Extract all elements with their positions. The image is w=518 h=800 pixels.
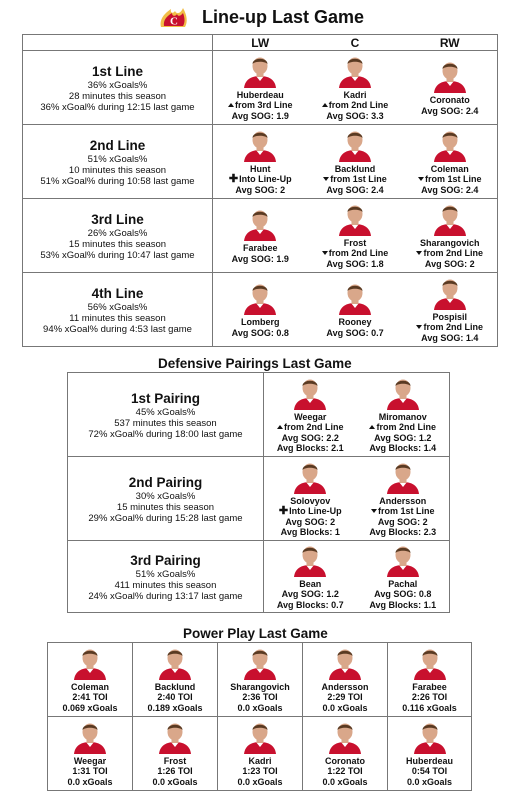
lineup-header-blank — [23, 35, 213, 51]
player-headshot-icon — [336, 128, 374, 162]
player-name: Weegar — [73, 755, 107, 766]
player-sog: Avg SOG: 1.2 — [281, 589, 339, 600]
unit-title: 2nd Line — [89, 137, 146, 153]
player-headshot-icon — [291, 543, 329, 577]
player-name: Sharangovich — [419, 237, 480, 248]
player-headshot-icon — [291, 376, 329, 410]
player-xgoals: 0.0 xGoals — [406, 776, 453, 787]
player-card — [308, 199, 403, 273]
player-card — [357, 457, 450, 541]
player-change-text: Into Line-Up — [239, 174, 292, 185]
player-name: Lomberg — [240, 317, 280, 327]
player-card — [264, 541, 357, 613]
player-name: Miromanov — [378, 411, 427, 422]
player-change-text: from 2nd Line — [423, 248, 483, 259]
arrow-up-icon — [228, 103, 234, 107]
line-label — [23, 51, 213, 125]
player-toi: 2:26 TOI — [411, 692, 448, 703]
player-sog: Avg SOG: 2.4 — [326, 184, 384, 195]
arrow-down-icon — [323, 177, 329, 181]
player-sog: Avg SOG: 0.7 — [326, 327, 384, 338]
player-card — [48, 717, 133, 791]
player-card — [388, 643, 472, 717]
unit-last-game: 24% xGoal% during 13:17 last game — [88, 590, 243, 602]
player-toi: 2:40 TOI — [157, 692, 193, 703]
defense-table — [67, 372, 450, 613]
player-card — [308, 273, 403, 347]
player-xgoals: 0.0 xGoals — [322, 776, 368, 787]
player-blocks: Avg Blocks: 1.4 — [369, 443, 437, 453]
player-name: Bean — [299, 578, 322, 589]
player-headshot-icon — [431, 202, 469, 236]
unit-title: 4th Line — [91, 285, 144, 301]
player-sog: Avg SOG: 1.9 — [231, 253, 289, 264]
player-toi: 2:41 TOI — [72, 692, 108, 703]
player-card — [133, 643, 218, 717]
player-change — [308, 174, 403, 185]
player-headshot-icon — [241, 646, 279, 680]
unit-title: 1st Pairing — [130, 390, 201, 406]
player-card — [403, 125, 498, 199]
player-name: Andersson — [321, 681, 369, 692]
line-label — [23, 125, 213, 199]
player-headshot-icon — [71, 720, 109, 754]
player-sog: Avg SOG: 1.2 — [374, 432, 432, 443]
player-sog: Avg SOG: 1.4 — [421, 332, 479, 343]
player-change-text: from 3rd Line — [234, 100, 293, 111]
player-change — [357, 422, 450, 433]
player-sog: Avg SOG: 3.3 — [326, 110, 384, 121]
title-bar — [0, 2, 518, 32]
unit-last-game: 72% xGoal% during 18:00 last game — [88, 428, 243, 440]
plus-icon: ✚ — [228, 173, 239, 186]
player-change-text: from 2nd Line — [328, 248, 389, 259]
svg-text:C: C — [170, 15, 178, 28]
player-sog: Avg SOG: 1.9 — [231, 110, 289, 121]
player-card — [213, 273, 308, 347]
arrow-down-icon — [371, 509, 377, 513]
player-toi: 1:26 TOI — [157, 766, 193, 777]
player-change-text: from 2nd Line — [376, 422, 436, 432]
player-change-text: from 2nd Line — [423, 322, 483, 333]
player-card — [303, 717, 388, 791]
player-card — [48, 643, 133, 717]
player-xgoals: 0.0 xGoals — [237, 776, 283, 787]
player-name: Pachal — [388, 578, 418, 589]
powerplay-row — [48, 643, 472, 717]
player-card — [264, 457, 357, 541]
player-name: Solovyov — [290, 495, 331, 506]
powerplay-title: Power Play Last Game — [183, 626, 328, 641]
player-sog: Avg SOG: 2 — [235, 184, 286, 195]
player-headshot-icon — [336, 202, 374, 236]
player-change — [403, 174, 498, 185]
player-card — [218, 643, 303, 717]
player-headshot-icon — [431, 276, 469, 310]
unit-xgoals: 56% xGoals% — [87, 301, 148, 313]
unit-xgoals: 36% xGoals% — [87, 79, 148, 91]
player-blocks: Avg Blocks: 1.1 — [369, 599, 437, 610]
player-headshot-icon — [241, 128, 279, 162]
player-sog: Avg SOG: 1.8 — [326, 258, 384, 269]
unit-minutes: 411 minutes this season — [114, 579, 217, 591]
player-toi: 0:54 TOI — [411, 766, 448, 777]
arrow-up-icon — [322, 103, 328, 107]
player-headshot-icon — [241, 720, 279, 754]
defense-title: Defensive Pairings Last Game — [158, 356, 352, 371]
pairing-label — [68, 457, 264, 541]
unit-title: 3rd Line — [91, 211, 144, 227]
pairing-label — [68, 373, 264, 457]
player-headshot-icon — [431, 128, 469, 162]
player-toi: 2:36 TOI — [242, 692, 278, 703]
player-toi: 1:23 TOI — [242, 766, 278, 777]
player-change — [213, 100, 308, 111]
player-sog: Avg SOG: 2 — [377, 516, 428, 527]
player-headshot-icon — [241, 54, 279, 88]
player-card — [403, 199, 498, 273]
player-card — [308, 51, 403, 125]
player-change — [308, 248, 403, 259]
player-card — [388, 717, 472, 791]
player-name: Backlund — [334, 163, 376, 174]
player-sog: Avg SOG: 2.4 — [421, 105, 479, 116]
player-card — [308, 125, 403, 199]
unit-xgoals: 30% xGoals% — [135, 490, 196, 502]
player-sog: Avg SOG: 0.8 — [231, 327, 289, 338]
player-sog: Avg SOG: 2 — [285, 516, 336, 527]
unit-minutes: 11 minutes this season — [69, 312, 166, 324]
unit-last-game: 36% xGoal% during 12:15 last game — [40, 101, 195, 113]
player-card — [213, 51, 308, 125]
unit-minutes: 15 minutes this season — [68, 238, 167, 250]
player-headshot-icon — [336, 281, 374, 315]
line-row — [23, 51, 498, 125]
player-headshot-icon — [291, 460, 329, 494]
pairing-row — [68, 373, 450, 457]
unit-xgoals: 45% xGoals% — [135, 406, 196, 418]
player-sog: Avg SOG: 2.2 — [281, 432, 339, 443]
player-headshot-icon — [241, 281, 279, 315]
unit-title: 3rd Pairing — [130, 552, 201, 568]
player-name: Pospisil — [432, 311, 467, 322]
player-change — [264, 422, 357, 433]
player-change-text: Into Line-Up — [289, 506, 342, 516]
pairing-row — [68, 541, 450, 613]
line-label — [23, 199, 213, 273]
player-card — [213, 199, 308, 273]
player-card — [264, 373, 357, 457]
unit-last-game: 53% xGoal% during 10:47 last game — [40, 249, 195, 261]
plus-icon: ✚ — [278, 505, 289, 517]
player-headshot-icon — [326, 720, 364, 754]
player-xgoals: 0.0 xGoals — [322, 702, 368, 713]
player-name: Backlund — [154, 681, 196, 692]
player-card — [357, 373, 450, 457]
player-card — [303, 643, 388, 717]
player-headshot-icon — [241, 207, 279, 241]
player-card — [213, 125, 308, 199]
pairing-row — [68, 457, 450, 541]
player-card — [357, 541, 450, 613]
player-toi: 1:31 TOI — [72, 766, 108, 777]
player-headshot-icon — [336, 54, 374, 88]
line-row — [23, 273, 498, 347]
player-name: Sharangovich — [230, 681, 290, 692]
player-name: Farabee — [242, 243, 278, 253]
player-name: Kadri — [343, 89, 367, 100]
player-name: Coleman — [430, 163, 469, 174]
player-change-text: from 2nd Line — [328, 100, 389, 111]
player-blocks: Avg Blocks: 0.7 — [276, 599, 344, 610]
arrow-up-icon — [369, 425, 375, 429]
player-headshot-icon — [156, 646, 194, 680]
powerplay-row — [48, 717, 472, 791]
player-card — [403, 273, 498, 347]
page-title: Line-up Last Game — [202, 7, 365, 27]
unit-last-game: 51% xGoal% during 10:58 last game — [40, 175, 195, 187]
player-xgoals: 0.189 xGoals — [147, 702, 203, 713]
player-toi: 2:29 TOI — [327, 692, 363, 703]
player-blocks: Avg Blocks: 2.1 — [276, 443, 344, 453]
player-name: Andersson — [379, 495, 427, 506]
player-headshot-icon — [326, 646, 364, 680]
player-change — [403, 248, 498, 259]
player-change-text: from 1st Line — [424, 174, 482, 185]
line-row — [23, 199, 498, 273]
player-change-text: from 1st Line — [330, 174, 387, 185]
arrow-down-icon — [418, 177, 424, 181]
player-change — [264, 506, 357, 517]
player-change — [213, 174, 308, 185]
lineup-table — [22, 34, 498, 347]
line-row — [23, 125, 498, 199]
unit-title: 1st Line — [91, 63, 143, 79]
pairing-label — [68, 541, 264, 613]
player-name: Hunt — [250, 163, 271, 174]
player-sog: Avg SOG: 2.4 — [421, 184, 479, 195]
flames-logo-icon — [157, 5, 191, 31]
player-xgoals: 0.0 xGoals — [67, 776, 113, 787]
unit-title: 2nd Pairing — [128, 474, 203, 490]
player-sog: Avg SOG: 2 — [424, 258, 475, 269]
player-change-text: from 2nd Line — [283, 422, 344, 432]
player-card — [218, 717, 303, 791]
unit-last-game: 94% xGoal% during 4:53 last game — [43, 323, 192, 335]
player-name: Coronato — [429, 95, 470, 105]
unit-minutes: 537 minutes this season — [114, 417, 217, 429]
lineup-header-rw: RW — [403, 35, 498, 51]
player-headshot-icon — [384, 543, 422, 577]
player-name: Frost — [343, 237, 367, 248]
lineup-header-c: C — [308, 35, 403, 51]
arrow-down-icon — [416, 325, 422, 329]
player-toi: 1:22 TOI — [327, 766, 363, 777]
player-name: Coronato — [325, 755, 365, 766]
unit-minutes: 28 minutes this season — [68, 90, 167, 102]
player-name: Huberdeau — [236, 89, 284, 100]
player-change — [308, 100, 403, 111]
player-headshot-icon — [384, 460, 422, 494]
player-headshot-icon — [411, 720, 449, 754]
player-name: Weegar — [294, 411, 327, 422]
player-xgoals: 0.0 xGoals — [152, 776, 198, 787]
player-xgoals: 0.0 xGoals — [237, 702, 283, 713]
player-headshot-icon — [384, 376, 422, 410]
arrow-down-icon — [322, 251, 328, 255]
player-blocks: Avg Blocks: 2.3 — [369, 527, 437, 537]
player-name: Frost — [163, 755, 187, 766]
player-card — [403, 51, 498, 125]
unit-xgoals: 26% xGoals% — [87, 227, 148, 239]
lineup-header-lw: LW — [213, 35, 308, 51]
unit-minutes: 15 minutes this season — [116, 501, 215, 513]
player-xgoals: 0.069 xGoals — [62, 702, 118, 713]
lineup-header-row — [23, 35, 498, 51]
powerplay-table — [47, 642, 472, 791]
arrow-up-icon — [277, 425, 283, 429]
player-name: Kadri — [248, 755, 272, 766]
player-change — [357, 506, 450, 517]
unit-xgoals: 51% xGoals% — [135, 568, 196, 580]
line-label — [23, 273, 213, 347]
player-headshot-icon — [156, 720, 194, 754]
player-headshot-icon — [411, 646, 449, 680]
unit-xgoals: 51% xGoals% — [87, 153, 148, 165]
player-name: Rooney — [338, 317, 372, 327]
player-xgoals: 0.116 xGoals — [402, 702, 457, 713]
player-name: Farabee — [412, 681, 447, 692]
player-card — [133, 717, 218, 791]
player-name: Huberdeau — [405, 755, 453, 766]
player-name: Coleman — [70, 681, 109, 692]
unit-last-game: 29% xGoal% during 15:28 last game — [88, 512, 243, 524]
arrow-down-icon — [416, 251, 422, 255]
player-headshot-icon — [71, 646, 109, 680]
player-change-text: from 1st Line — [377, 506, 435, 516]
player-blocks: Avg Blocks: 1 — [280, 527, 340, 537]
player-headshot-icon — [431, 59, 469, 93]
player-sog: Avg SOG: 0.8 — [374, 589, 432, 600]
unit-minutes: 10 minutes this season — [68, 164, 167, 176]
player-change — [403, 322, 498, 333]
